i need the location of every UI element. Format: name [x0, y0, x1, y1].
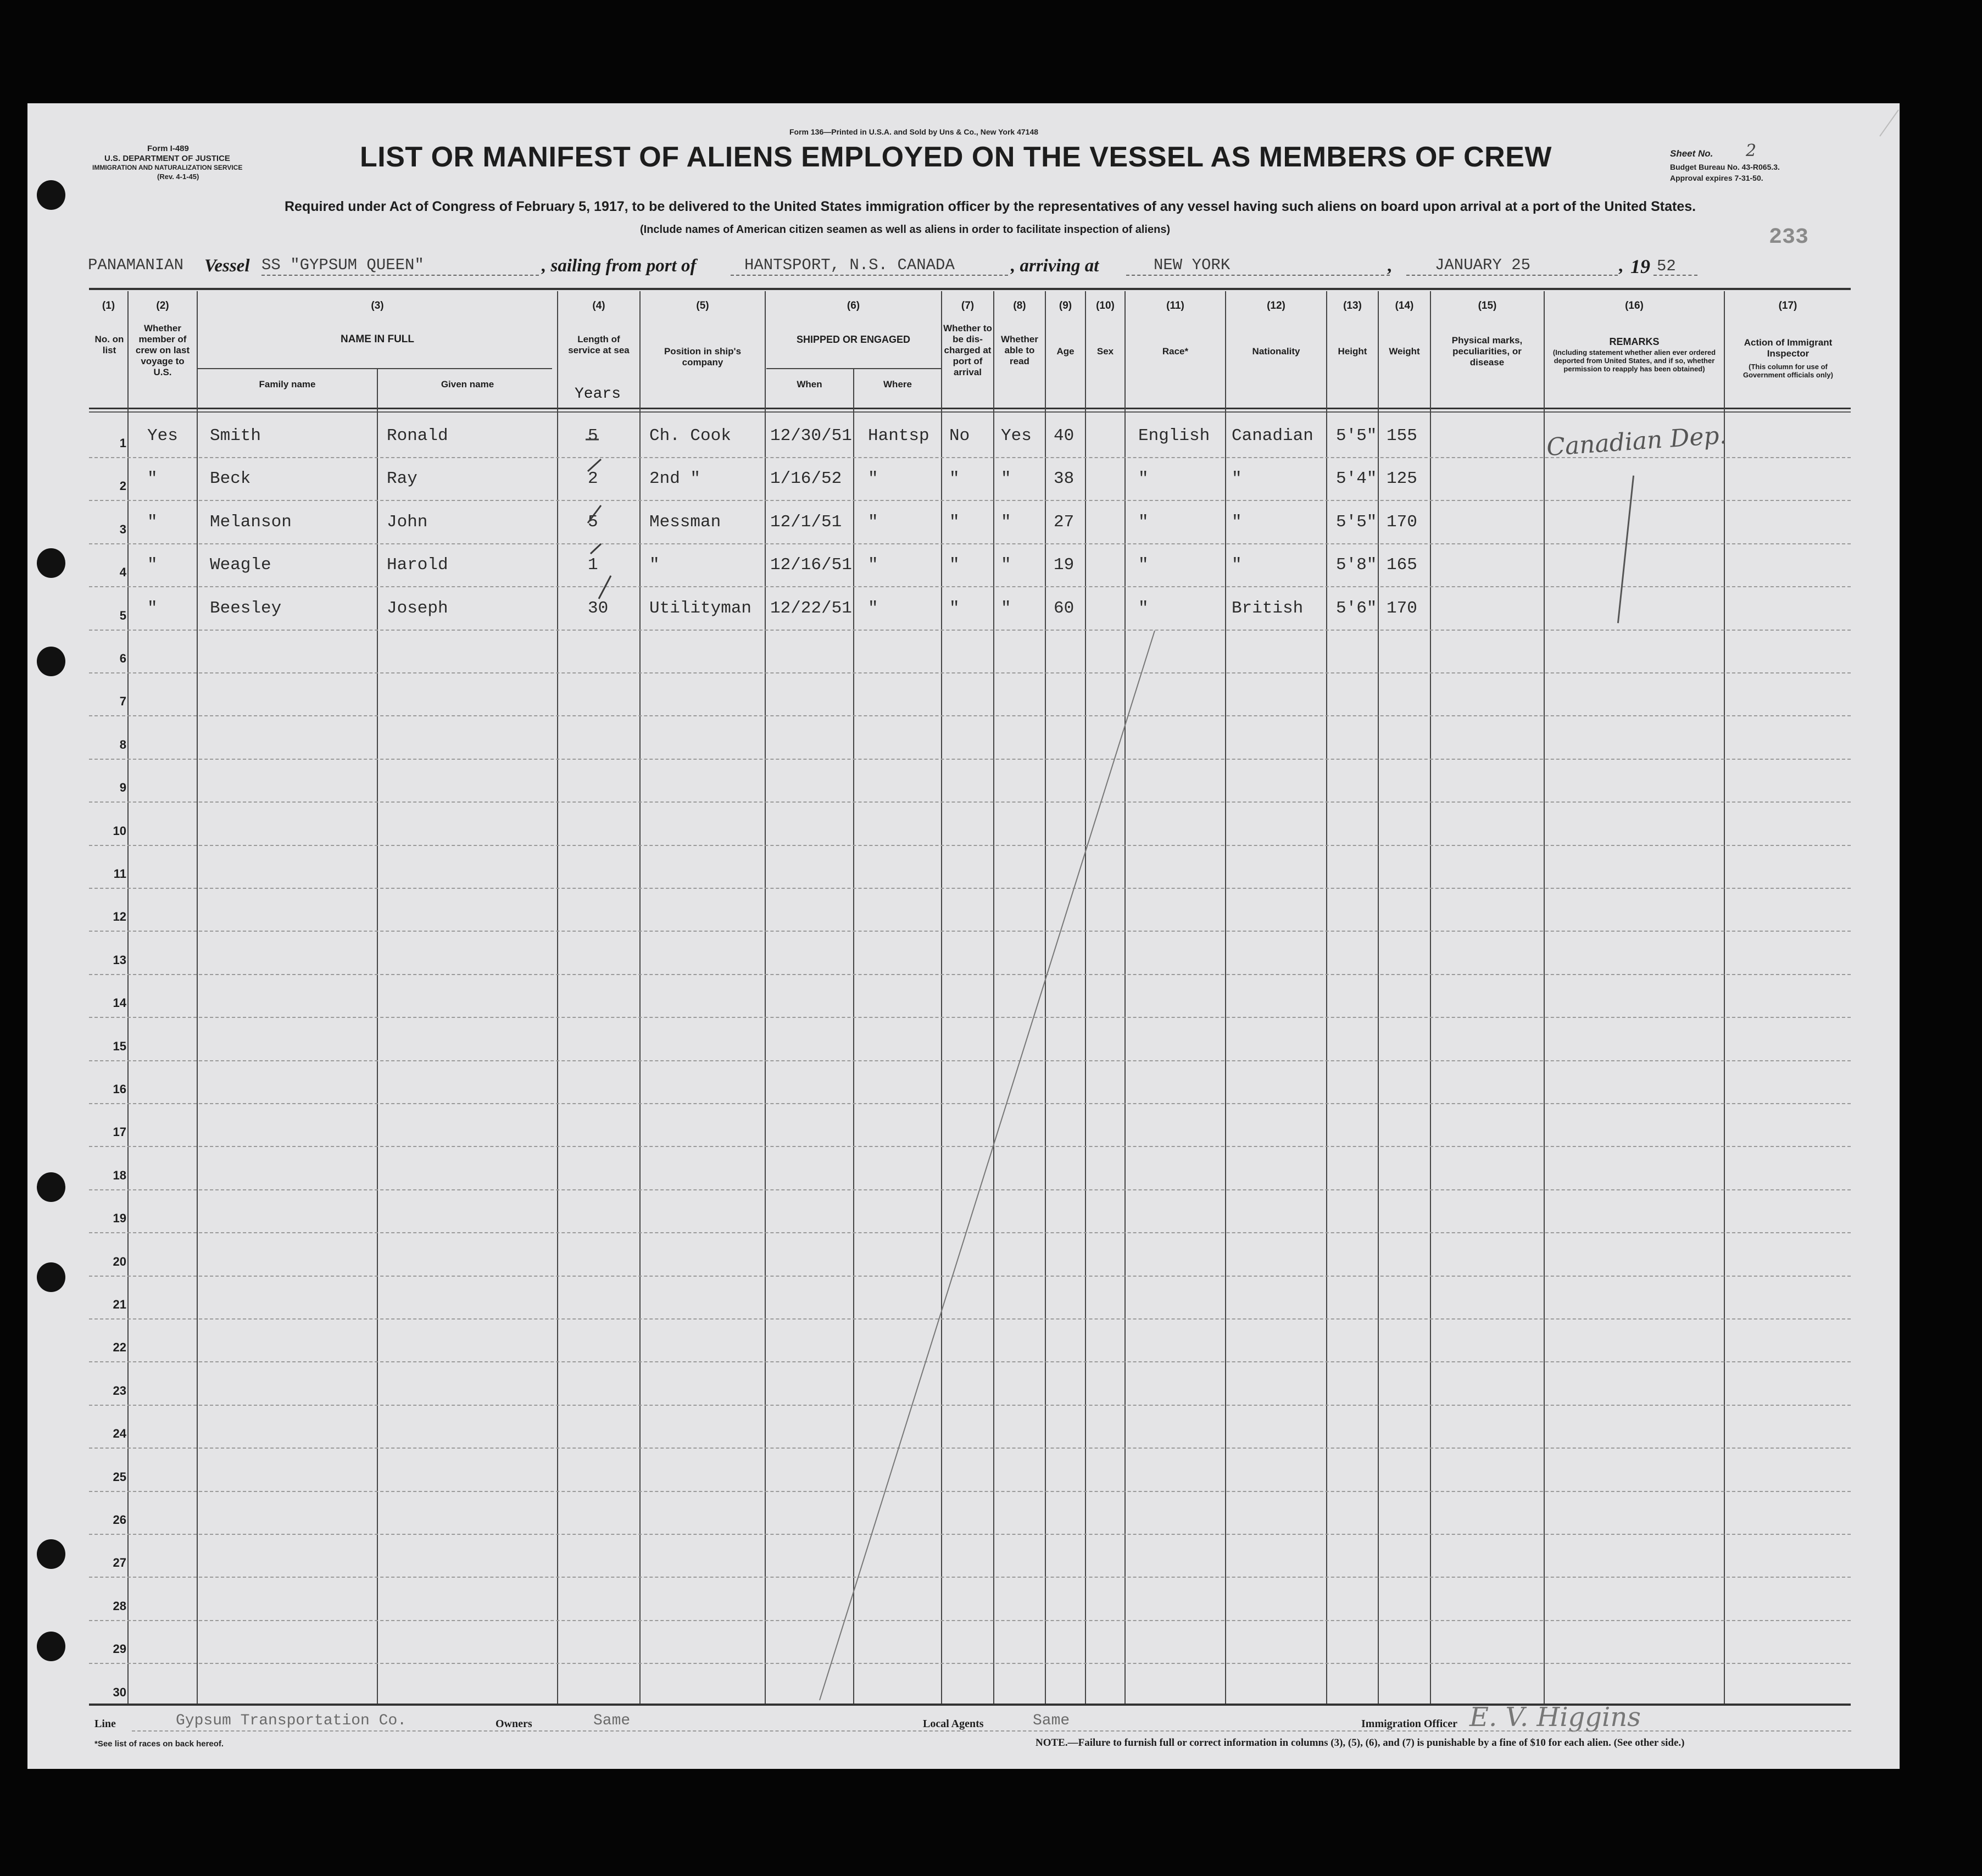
row-number: 29: [113, 1642, 126, 1656]
col-number: (6): [847, 300, 860, 311]
year-prefix: 19: [1630, 255, 1650, 277]
cell-read: ": [1001, 512, 1011, 532]
cell-height: 5'5": [1336, 512, 1377, 532]
row-divider: [89, 672, 1851, 673]
row-divider: [89, 630, 1851, 631]
cell-nationality: Canadian: [1232, 426, 1313, 446]
row-number: 10: [113, 823, 126, 838]
row-number: 8: [119, 737, 126, 751]
row-number: 22: [113, 1340, 126, 1355]
owners-value: Same: [593, 1712, 631, 1729]
row-divider: [89, 845, 1851, 846]
row-divider: [89, 1017, 1851, 1018]
cell-age: 27: [1054, 512, 1074, 532]
col-number: (12): [1267, 300, 1285, 311]
line-value: Gypsum Transportation Co.: [176, 1712, 407, 1729]
cell-where: Hantsp: [868, 426, 929, 446]
cell-position: Messman: [649, 512, 721, 532]
col-number: (15): [1478, 300, 1497, 311]
col-head-age: Age: [1056, 346, 1074, 357]
cell-race: ": [1138, 598, 1149, 618]
cell-family: Smith: [210, 426, 261, 446]
col-number: (5): [696, 300, 709, 311]
row-number: 7: [119, 694, 126, 709]
cell-service: 5: [588, 426, 598, 446]
department: U.S. DEPARTMENT OF JUSTICE: [104, 154, 230, 163]
cell-service: 5: [588, 512, 598, 532]
vessel-label: Vessel: [204, 256, 250, 276]
row-divider: [89, 1448, 1851, 1449]
binder-hole: [37, 1632, 65, 1661]
cell-given: John: [387, 512, 428, 532]
row-number: 16: [113, 1082, 126, 1096]
col-head-name: NAME IN FULL: [340, 333, 415, 345]
cell-when: 12/16/51: [770, 555, 852, 575]
col-number: (1): [102, 300, 115, 311]
row-divider: [89, 1232, 1851, 1233]
col-number: (14): [1395, 300, 1414, 311]
row-divider: [89, 888, 1851, 889]
col-number: (8): [1013, 300, 1026, 311]
service-years: Years: [575, 386, 621, 403]
cell-given: Harold: [387, 555, 448, 575]
row-number: 2: [119, 479, 126, 493]
cell-age: 19: [1054, 555, 1074, 575]
cell-read: ": [1001, 598, 1011, 618]
cell-member: ": [147, 555, 158, 575]
cell-nationality: British: [1232, 598, 1304, 618]
cell-when: 12/30/51: [770, 426, 852, 446]
row-divider: [89, 759, 1851, 760]
vessel-name: SS "GYPSUM QUEEN": [261, 256, 424, 274]
cell-when: 1/16/52: [770, 469, 842, 489]
subtitle: Required under Act of Congress of February 5, 1917, to be delivered to the United States immigration officer by the representatives of any vessel having such aliens on board upon arrival at a port of the United States.: [285, 199, 1696, 214]
col-head-service: Length of service at sea: [568, 334, 630, 355]
printer-line: Form 136—Printed in U.S.A. and Sold by Uns & Co., New York 47148: [789, 127, 1039, 136]
row-divider: [89, 715, 1851, 716]
row-number: 17: [113, 1125, 126, 1139]
officer-signature: E. V. Higgins: [1469, 1702, 1641, 1733]
col-head-sex: Sex: [1096, 346, 1114, 357]
binder-hole: [37, 1262, 65, 1292]
cell-member: ": [147, 512, 158, 532]
col-head-action-note: (This column for use of Government officials only): [1743, 363, 1833, 379]
cell-where: ": [868, 469, 878, 489]
cell-weight: 170: [1387, 512, 1417, 532]
cell-nationality: ": [1232, 512, 1242, 532]
cell-member: ": [147, 469, 158, 489]
approval: Approval expires 7-31-50.: [1670, 174, 1763, 182]
include-note: (Include names of American citizen seamen as well as aliens in order to facilitate inspection of aliens): [640, 224, 1171, 236]
cell-member: Yes: [147, 426, 178, 446]
table-top-rule: [89, 288, 1851, 290]
row-divider: [89, 1663, 1851, 1664]
row-number: 25: [113, 1469, 126, 1484]
col-head-remarks: REMARKS: [1609, 336, 1660, 347]
row-number: 12: [113, 910, 126, 924]
shipped-subheader-rule: [766, 368, 942, 369]
col-head-discharged: Whether to be dis-charged at port of arrival: [943, 323, 992, 377]
cell-where: ": [868, 555, 878, 575]
stamp-number: 233: [1769, 225, 1809, 250]
cell-given: Ronald: [387, 426, 448, 446]
col-number: (13): [1343, 300, 1362, 311]
comma-sep: ,: [1387, 256, 1392, 276]
officer-label: Immigration Officer: [1361, 1718, 1457, 1730]
row-number: 1: [119, 436, 126, 450]
cell-service: 1: [588, 555, 598, 575]
row-number: 23: [113, 1383, 126, 1398]
cell-race: English: [1138, 426, 1210, 446]
arriving-label: , arriving at: [1011, 256, 1099, 276]
col-head-family: Family name: [259, 379, 316, 389]
cell-weight: 125: [1387, 469, 1417, 489]
footer-underline: [132, 1730, 1851, 1732]
row-divider: [89, 1276, 1851, 1277]
year-suffix: 52: [1657, 257, 1676, 275]
cell-service: 2: [588, 469, 598, 489]
cell-read: ": [1001, 469, 1011, 489]
arrival-date: JANUARY 25: [1435, 256, 1531, 274]
cell-weight: 170: [1387, 598, 1417, 618]
cell-position: 2nd ": [649, 469, 701, 489]
row-number: 18: [113, 1168, 126, 1182]
vessel-flag: PANAMANIAN: [88, 256, 184, 274]
service: IMMIGRATION AND NATURALIZATION SERVICE: [92, 164, 243, 171]
cell-height: 5'5": [1336, 426, 1377, 446]
arrival-port: NEW YORK: [1154, 256, 1231, 274]
binder-hole: [37, 180, 65, 210]
cell-when: 12/1/51: [770, 512, 842, 532]
corner-scratch: [1879, 108, 1912, 141]
row-divider: [89, 1620, 1851, 1621]
col-head-physical: Physical marks, peculiarities, or disease: [1451, 335, 1523, 368]
col-number: (7): [961, 300, 975, 311]
name-subheader-rule: [198, 368, 552, 369]
row-divider: [89, 543, 1851, 544]
cell-race: ": [1138, 555, 1149, 575]
cell-read: Yes: [1001, 426, 1032, 446]
budget-bureau: Budget Bureau No. 43-R065.3.: [1670, 163, 1780, 171]
cell-race: ": [1138, 512, 1149, 532]
row-number: 21: [113, 1298, 126, 1311]
col-head-height: Height: [1338, 346, 1367, 357]
row-divider: [89, 1491, 1851, 1492]
row-divider: [89, 1577, 1851, 1578]
binder-hole: [37, 548, 65, 578]
underline: [1653, 275, 1697, 276]
row-number: 13: [113, 953, 126, 967]
comma-sep: ,: [1618, 256, 1623, 276]
cell-nationality: ": [1232, 555, 1242, 575]
col-head-nationality: Nationality: [1252, 346, 1300, 357]
row-divider: [89, 974, 1851, 975]
row-divider: [89, 1318, 1851, 1320]
col-head-given: Given name: [441, 379, 494, 389]
row-number: 11: [113, 867, 126, 881]
col-number: (4): [592, 300, 605, 311]
row-divider: [89, 1534, 1851, 1535]
cell-discharged: ": [949, 598, 960, 618]
cell-height: 5'6": [1336, 598, 1377, 618]
sheet-label: Sheet No.: [1670, 148, 1713, 159]
row-divider: [89, 500, 1851, 501]
row-number: 14: [113, 996, 126, 1010]
header-bottom-rule: [89, 411, 1851, 413]
col-head-shipped: SHIPPED OR ENGAGED: [796, 334, 911, 345]
row-divider: [89, 1361, 1851, 1362]
row-divider: [89, 1060, 1851, 1061]
cell-discharged: ": [949, 512, 960, 532]
row-divider: [89, 1189, 1851, 1190]
row-number: 27: [113, 1556, 126, 1570]
underline: [1126, 275, 1390, 276]
cell-height: 5'4": [1336, 469, 1377, 489]
sheet-value: 2: [1746, 141, 1757, 160]
header-bottom-rule: [89, 408, 1851, 409]
cell-weight: 165: [1387, 555, 1417, 575]
cell-given: Ray: [387, 469, 417, 489]
sailing-label: , sailing from port of: [542, 256, 697, 276]
col-line: [853, 368, 854, 1704]
cell-when: 12/22/51: [770, 598, 852, 618]
row-divider: [89, 1405, 1851, 1406]
col-number: (10): [1096, 300, 1115, 311]
cell-discharged: ": [949, 555, 960, 575]
cell-member: ": [147, 598, 158, 618]
row-number: 4: [119, 565, 126, 580]
col-head-position: Position in ship's company: [664, 346, 742, 368]
agents-value: Same: [1033, 1712, 1070, 1729]
owners-label: Owners: [496, 1718, 532, 1730]
departure-port: HANTSPORT, N.S. CANADA: [744, 256, 955, 274]
row-divider: [89, 586, 1851, 587]
cell-nationality: ": [1232, 469, 1242, 489]
row-number: 15: [113, 1039, 126, 1053]
row-number: 19: [113, 1211, 126, 1226]
col-head-remarks-note: (Including statement whether alien ever ordered deported from United States, and if so, whether permission to reapply has been obtained): [1552, 348, 1716, 373]
row-number: 3: [119, 522, 126, 536]
cell-service: 30: [588, 598, 609, 618]
races-note: *See list of races on back hereof.: [94, 1739, 224, 1749]
binder-hole: [37, 1539, 65, 1569]
cell-read: ": [1001, 555, 1011, 575]
cell-family: Beck: [210, 469, 251, 489]
cell-age: 38: [1054, 469, 1074, 489]
cell-age: 40: [1054, 426, 1074, 446]
col-head-no: No. on list: [94, 334, 124, 355]
cell-family: Beesley: [210, 598, 282, 618]
cell-race: ": [1138, 469, 1149, 489]
cell-height: 5'8": [1336, 555, 1377, 575]
col-head-action: Action of Immigrant Inspector: [1744, 337, 1833, 359]
cell-family: Melanson: [210, 512, 292, 532]
underline: [731, 275, 1008, 276]
line-label: Line: [94, 1718, 116, 1730]
cell-position: Ch. Cook: [649, 426, 731, 446]
col-number: (2): [156, 300, 169, 311]
col-head-when: When: [797, 379, 822, 389]
col-head-read: Whether able to read: [1001, 334, 1038, 366]
cell-family: Weagle: [210, 555, 271, 575]
row-number: 5: [119, 608, 126, 622]
underline: [1406, 275, 1618, 276]
form-number: Form I-489: [147, 144, 189, 153]
cell-where: ": [868, 512, 878, 532]
cell-position: Utilityman: [649, 598, 752, 618]
cell-age: 60: [1054, 598, 1074, 618]
row-number: 24: [113, 1427, 126, 1441]
fine-note: NOTE.—Failure to furnish full or correct information in columns (3), (5), (6), and (7) is punishable by a fine of $10 for each alien. (See other side.): [1035, 1737, 1685, 1749]
binder-hole: [37, 1172, 65, 1202]
col-head-weight: Weight: [1389, 346, 1420, 357]
row-number: 26: [113, 1513, 126, 1527]
agents-label: Local Agents: [923, 1718, 984, 1730]
col-head-race: Race*: [1162, 346, 1189, 357]
cell-weight: 155: [1387, 426, 1417, 446]
row-divider: [89, 801, 1851, 803]
col-number: (3): [371, 300, 384, 311]
col-line: [377, 368, 378, 1704]
cell-discharged: No: [949, 426, 970, 446]
revision: (Rev. 4-1-45): [157, 172, 199, 181]
col-number: (16): [1625, 300, 1644, 311]
col-number: (9): [1059, 300, 1072, 311]
cell-discharged: ": [949, 469, 960, 489]
col-head-member: Whether member of crew on last voyage to U.S.: [135, 323, 190, 377]
page-title: LIST OR MANIFEST OF ALIENS EMPLOYED ON THE VESSEL AS MEMBERS OF CREW: [360, 141, 1552, 173]
col-head-where: Where: [883, 379, 912, 389]
row-number: 9: [119, 781, 126, 795]
row-number: 30: [113, 1685, 126, 1699]
cell-where: ": [868, 598, 878, 618]
underline: [261, 275, 539, 276]
row-number: 28: [113, 1599, 126, 1613]
cell-position: ": [649, 555, 660, 575]
binder-hole: [37, 647, 65, 676]
row-number: 20: [113, 1254, 126, 1268]
cell-given: Joseph: [387, 598, 448, 618]
row-divider: [89, 1103, 1851, 1104]
row-number: 6: [119, 652, 126, 665]
row-divider: [89, 1146, 1851, 1147]
row-divider: [89, 931, 1851, 932]
col-number: (11): [1166, 300, 1184, 311]
remarks-handwritten: Canadian Dep.: [1545, 421, 1728, 462]
col-number: (17): [1778, 300, 1797, 311]
